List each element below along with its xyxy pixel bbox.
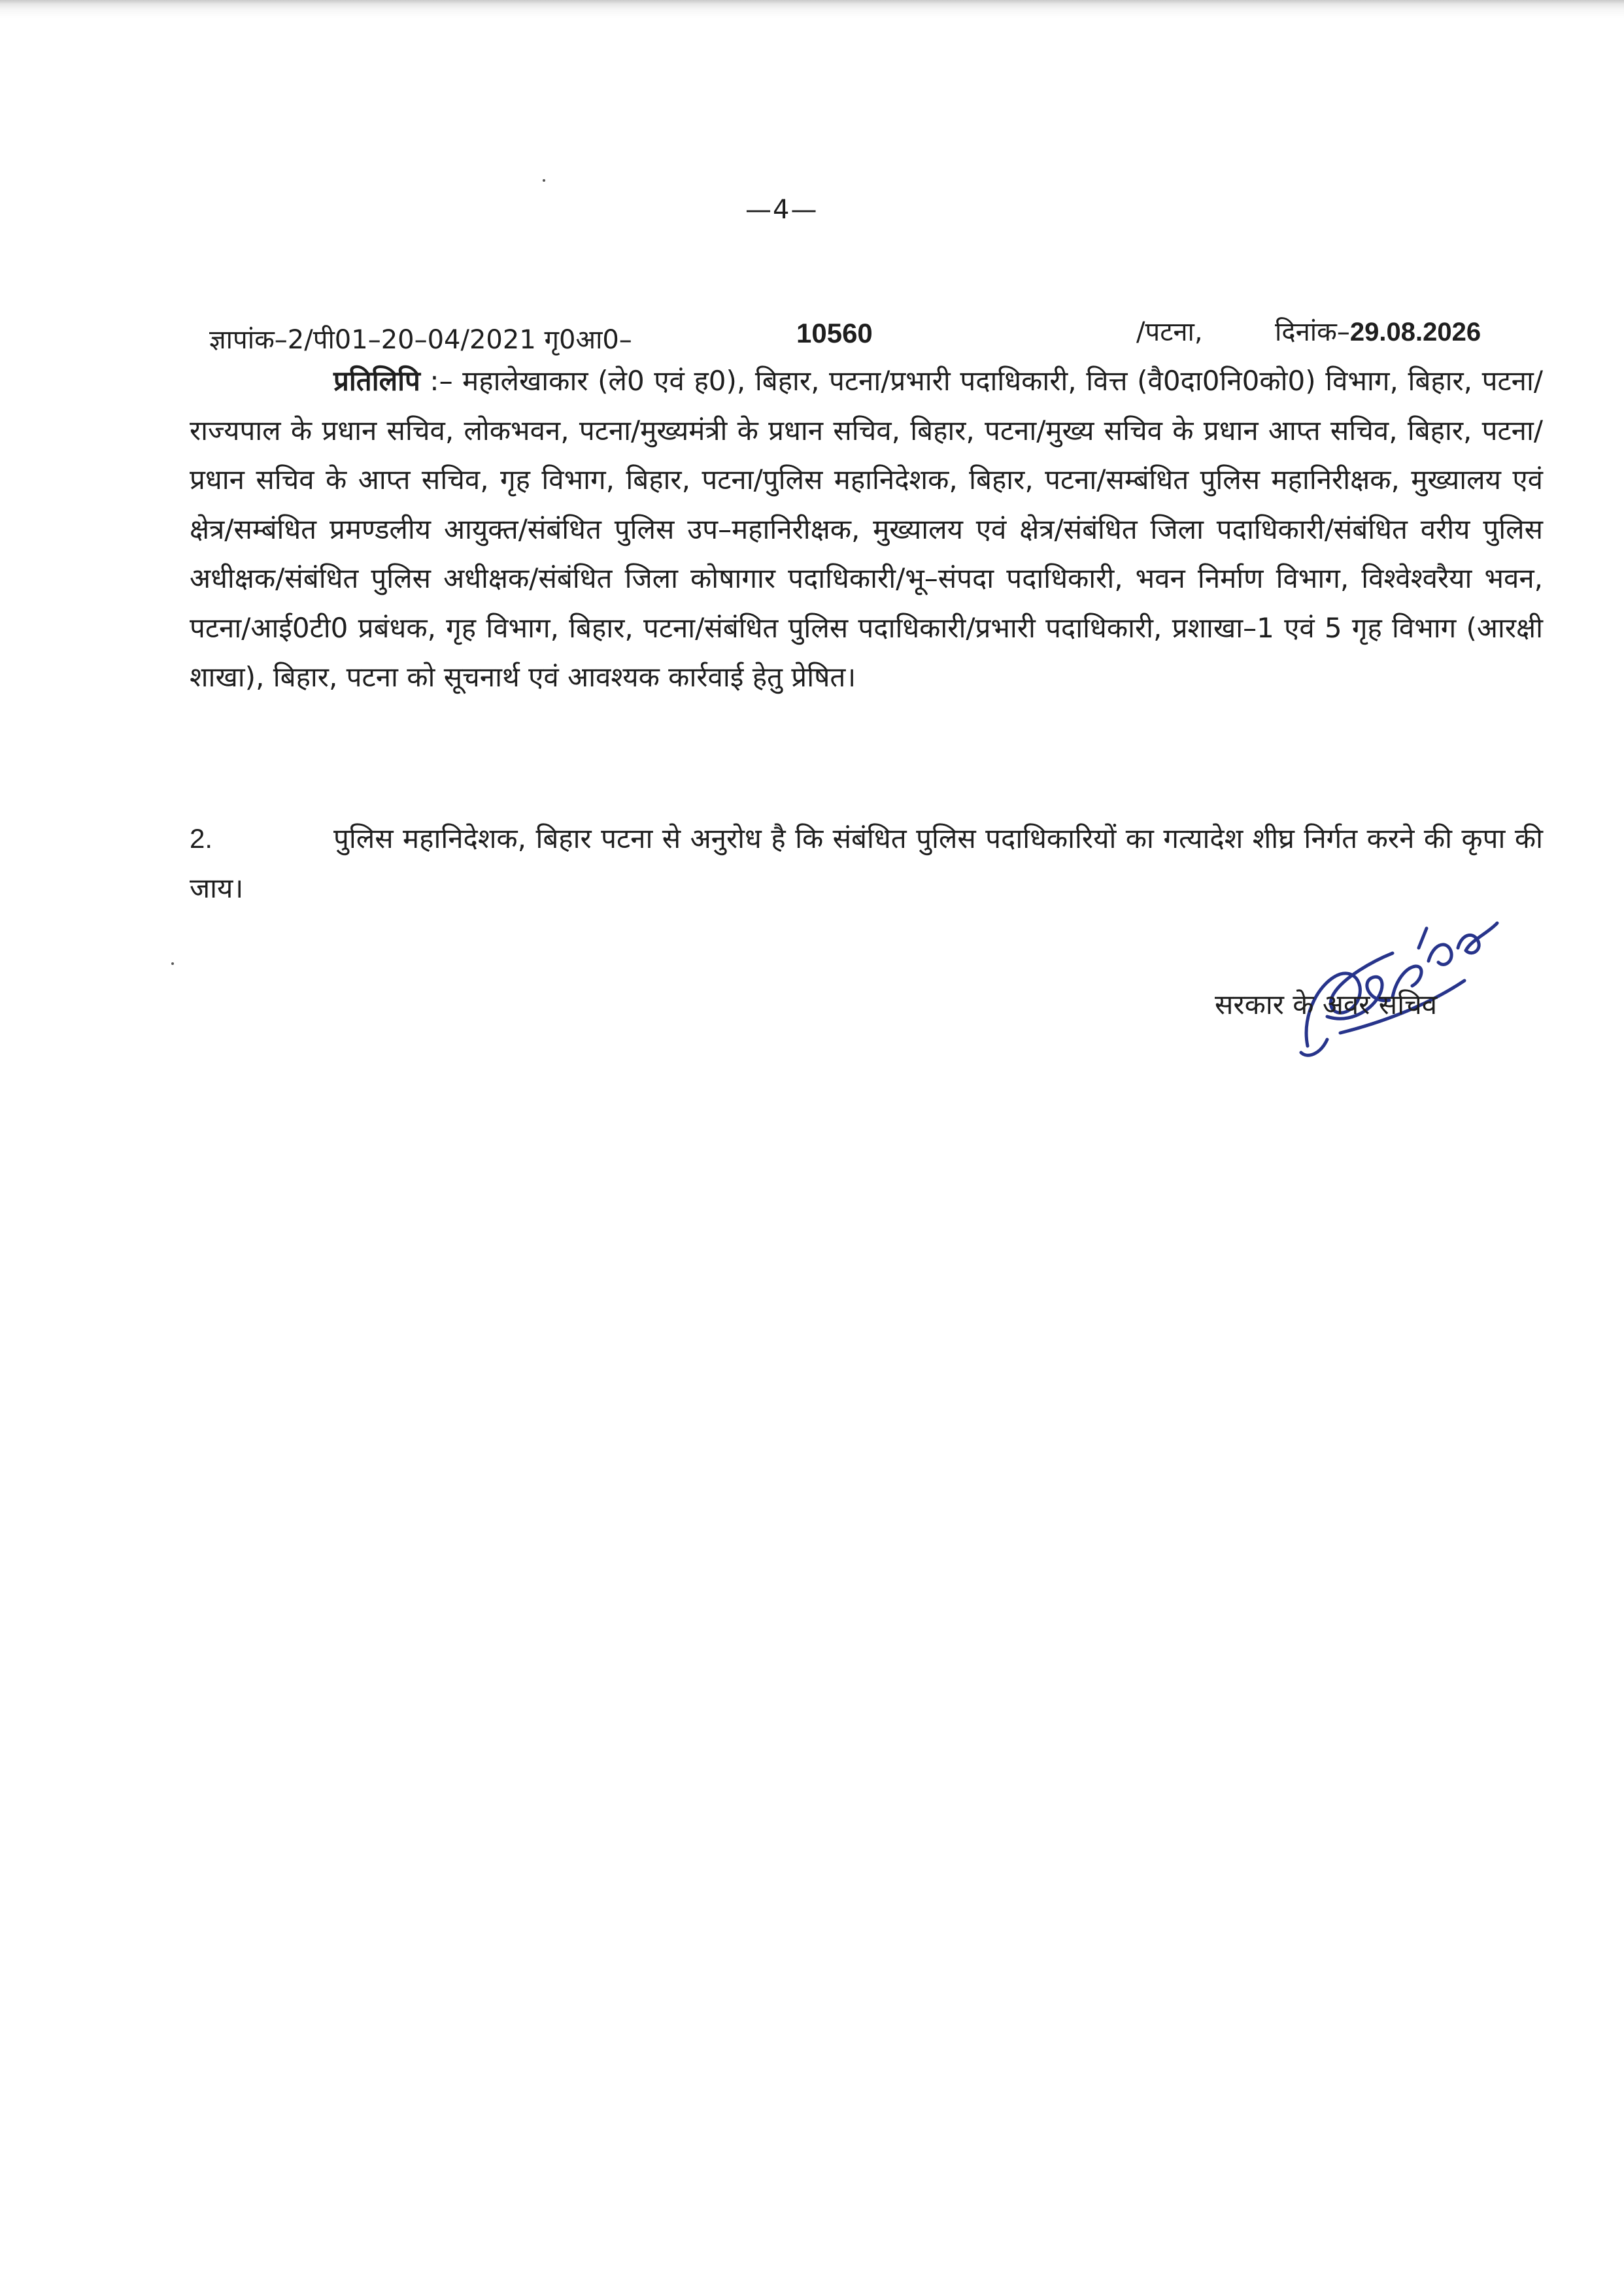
copy-label: प्रतिलिपि xyxy=(333,365,420,397)
copy-paragraph xyxy=(190,356,1543,702)
scan-speck xyxy=(543,179,545,182)
scan-speck xyxy=(171,962,174,965)
page-number: —4— xyxy=(745,195,819,225)
date-label: दिनांक– xyxy=(1275,317,1350,347)
date-block xyxy=(1275,312,1481,348)
memo-reference: ज्ञापांक–2/पी01–20–04/2021 गृ0आ0– xyxy=(209,325,632,355)
scan-edge xyxy=(0,0,1624,18)
memo-date: 29.08.2026 xyxy=(1349,318,1481,346)
designation: सरकार के अवर सचिव xyxy=(1215,988,1438,1020)
copy-recipients: :– महालेखाकार (ले0 एवं ह0), बिहार, पटना/प्रभारी पदाधिकारी, वित्त (वै0दा0नि0को0) विभाग, बिहार, पटना/राज्यपाल के प्रधान सचिव, लोकभवन, पटना/मुख्यमंत्री के प्रधान सचिव, बिहार, पटना/मुख्य सचिव के प्रधान आप्त सचिव, बिहार, पटना/प्रधान सचिव के आप्त सचिव, गृह विभाग, बिहार, पटना/पुलिस महानिदेशक, बिहार, पटना/सम्बंधित पुलिस महानिरीक्षक, मुख्यालय एवं क्षेत्र/सम्बंधित प्रमण्डलीय आयुक्त/संबंधित पुलिस उप–महानिरीक्षक, मुख्यालय एवं क्षेत्र/संबंधित जिला पदाधिकारी/संबंधित वरीय पुलिस अधीक्षक/संबंधित पुलिस अधीक्षक/संबंधित जिला कोषागार पदाधिकारी/भू–संपदा पदाधिकारी, भवन निर्माण विभाग, विश्वेश्वरैया भवन, पटना/आई0टी0 प्रबंधक, गृह विभाग, बिहार, पटना/संबंधित पुलिस पदाधिकारी/प्रभारी पदाधिकारी, प्रशाखा–1 एवं 5 गृह विभाग (आरक्षी शाखा), बिहार, पटना को सूचनार्थ एवं आवश्यक कार्रवाई हेतु प्रेषित। xyxy=(190,365,1543,693)
point-two-text: पुलिस महानिदेशक, बिहार पटना से अनुरोध है कि संबंधित पुलिस पदाधिकारियों का गत्यादेश शीघ्र निर्गत करने की कृपा की जाय। xyxy=(190,822,1543,904)
reference-line xyxy=(209,312,1543,358)
memo-number: 10560 xyxy=(796,318,873,348)
memo-city: /पटना, xyxy=(1136,317,1203,347)
handwritten-signature xyxy=(1262,883,1536,1079)
signature-block xyxy=(1262,883,1536,1079)
point-number: 2. xyxy=(190,823,213,854)
